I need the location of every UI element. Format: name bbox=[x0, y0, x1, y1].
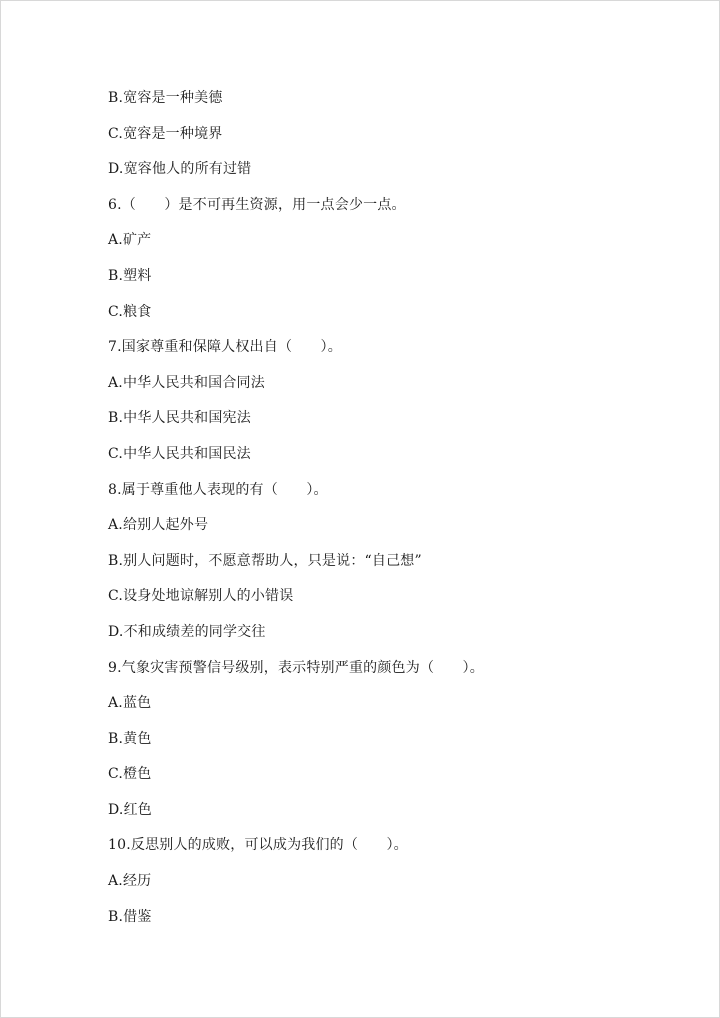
option-8b-2: B.别人问题时，不愿意帮助人，只是说：“自己想” bbox=[108, 552, 422, 569]
question-list bbox=[108, 85, 484, 939]
option-6b: B.塑料 bbox=[108, 267, 152, 284]
option-9c: C.橙色 bbox=[108, 766, 152, 783]
option-9d: D.红色 bbox=[108, 801, 152, 818]
question-8: 8.属于尊重他人表现的有（ ）。 bbox=[108, 481, 328, 498]
option-9a: A.蓝色 bbox=[108, 695, 152, 712]
question-7: 7.国家尊重和保障人权出自（ ）。 bbox=[108, 339, 342, 356]
question-6: 6.（ ）是不可再生资源，用一点会少一点。 bbox=[108, 196, 406, 213]
question-9: 9.气象灾害预警信号级别，表示特别严重的颜色为（ ）。 bbox=[108, 659, 484, 676]
option-8d-2: D.不和成绩差的同学交往 bbox=[108, 623, 266, 640]
option-8c-2: C.设身处地谅解别人的小错误 bbox=[108, 588, 294, 605]
option-6a: A.矿产 bbox=[108, 232, 152, 249]
option-8d: D.宽容他人的所有过错 bbox=[108, 161, 252, 178]
option-8a: A.给别人起外号 bbox=[108, 517, 209, 534]
option-8c: C.宽容是一种境界 bbox=[108, 125, 223, 142]
option-10a: A.经历 bbox=[108, 873, 152, 890]
question-10: 10.反思别人的成败，可以成为我们的（ ）。 bbox=[108, 837, 408, 854]
option-8b: B.宽容是一种美德 bbox=[108, 90, 223, 106]
option-6c: C.粮食 bbox=[108, 303, 152, 320]
option-9b: B.黄色 bbox=[108, 730, 152, 747]
option-7b: B.中华人民共和国宪法 bbox=[108, 410, 251, 427]
option-10b: B.借鉴 bbox=[108, 908, 152, 925]
option-7a: A.中华人民共和国合同法 bbox=[108, 374, 265, 391]
option-7c: C.中华人民共和国民法 bbox=[108, 445, 251, 462]
